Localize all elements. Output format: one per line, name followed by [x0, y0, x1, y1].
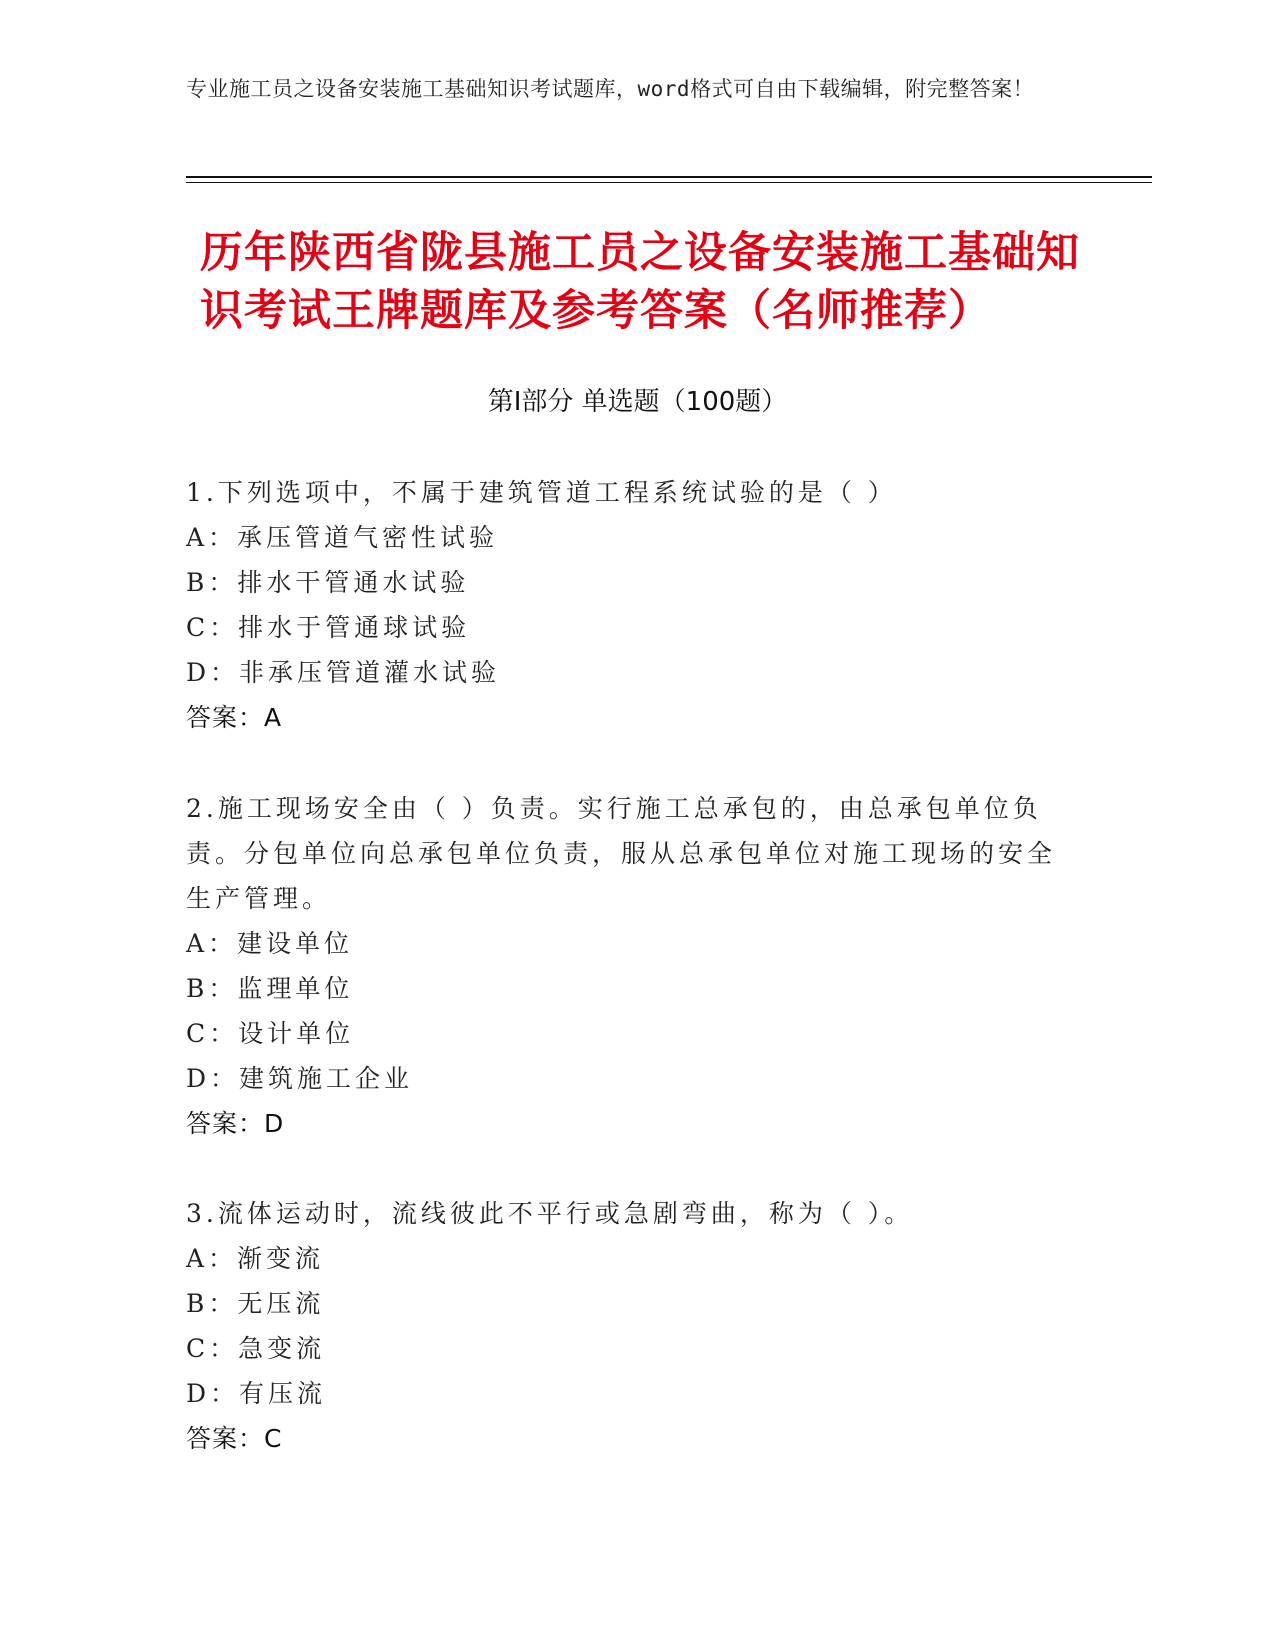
- answer: 答案：C: [186, 1424, 283, 1453]
- option-d: D：有压流: [186, 1379, 327, 1408]
- document-title: 历年陕西省陇县施工员之设备安装施工基础知识考试王牌题库及参考答案（名师推荐）: [200, 228, 1080, 336]
- question-stem: 3.流体运动时，流线彼此不平行或急剧弯曲，称为（ ）。: [186, 1199, 914, 1228]
- option-a: A：承压管道气密性试验: [186, 523, 499, 552]
- option-c: C：急变流: [186, 1334, 326, 1363]
- question-stem: 2.施工现场安全由（ ）负责。实行施工总承包的，由总承包单位负责。分包单位向总承包单位负责，服从总承包单位对施工现场的安全生产管理。: [186, 794, 1057, 913]
- answer: 答案：A: [186, 703, 283, 732]
- header-rule-thick: [186, 176, 1152, 178]
- option-d: D：建筑施工企业: [186, 1064, 414, 1093]
- question-stem: 1.下列选项中，不属于建筑管道工程系统试验的是（ ）: [186, 478, 897, 507]
- option-d: D：非承压管道灌水试验: [186, 658, 501, 687]
- header-note: 专业施工员之设备安装施工基础知识考试题库，word格式可自由下载编辑，附完整答案！: [186, 77, 1035, 101]
- header-rule-thin: [186, 182, 1152, 183]
- option-a: A：渐变流: [186, 1244, 325, 1273]
- option-b: B：排水干管通水试验: [186, 568, 470, 597]
- question-2: [186, 786, 1076, 1146]
- answer: 答案：D: [186, 1109, 285, 1138]
- option-b: B：监理单位: [186, 974, 354, 1003]
- question-3: [186, 1191, 1076, 1461]
- option-b: B：无压流: [186, 1289, 325, 1318]
- option-c: C：排水于管通球试验: [186, 613, 471, 642]
- question-1: [186, 470, 1076, 740]
- section-title: 第Ⅰ部分 单选题（100题）: [487, 387, 788, 417]
- option-c: C：设计单位: [186, 1019, 355, 1048]
- option-a: A：建设单位: [186, 929, 354, 958]
